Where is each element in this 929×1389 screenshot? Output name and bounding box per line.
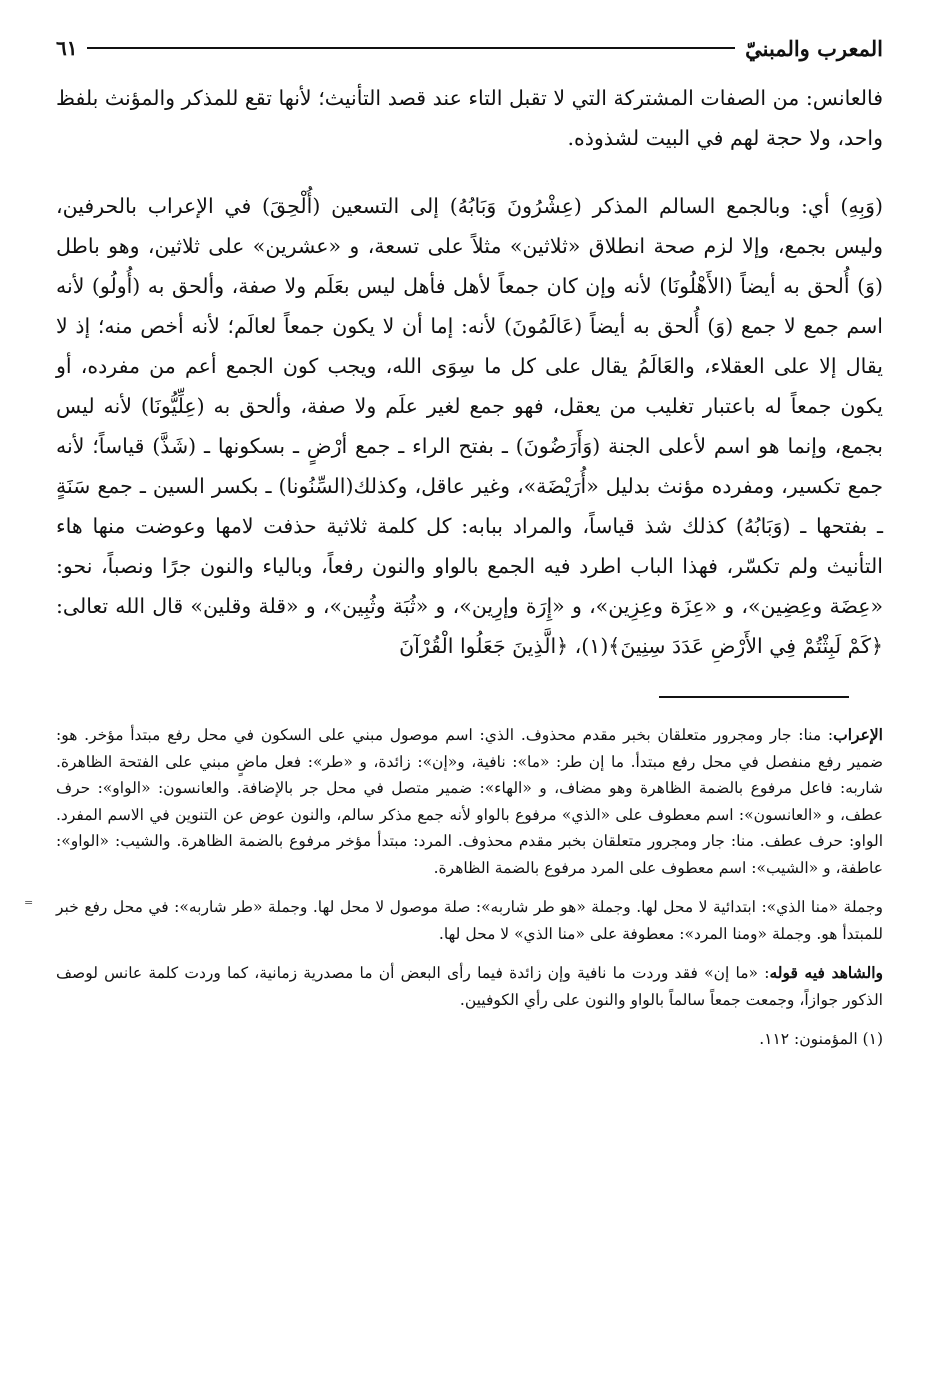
footnote-jumal: وجملة «منا الذي»: ابتدائية لا محل لها. وجملة «هو طر شاربه»: صلة موصول لا محل لها. وجملة «طر شاربه»: في محل رفع خبر للمبتدأ هو. وجملة «ومنا المرد»: معطوفة على «منا الذي» لا محل لها. bbox=[56, 898, 883, 943]
header-rule bbox=[87, 47, 735, 49]
main-text bbox=[56, 78, 883, 666]
footnote-reference: (١) المؤمنون: ١١٢. bbox=[759, 1030, 883, 1048]
footnote-i3rab bbox=[56, 722, 883, 881]
i3rab-text: : منا: جار ومجرور متعلقان بخبر مقدم محذوف. الذي: اسم موصول مبني على السكون في محل رفع مبتدأ مؤخر. هو: ضمير رفع منفصل في محل رفع مبتدأ. ما إن طر: «ما»: نافية، و«إن»: زائدة، و «طر»: فعل ماضٍ مبني على الفتحة الظاهرة. شاربه: فاعل مرفوع بالضمة الظاهرة وهو مضاف، و «الهاء»: ضمير متصل في محل جر بالإضافة. والعانسون: «الواو»: حرف عطف، و «العانسون»: اسم معطوف على «الذي» مرفوع بالواو لأنه جمع مذكر سالم، والنون عوض عن التنوين في الاسم المفرد. الواو: حرف عطف. منا: جار ومجرور متعلقان بخبر مقدم محذوف. المرد: مبتدأ مؤخر مرفوع بالضمة الظاهرة. والشيب: «الواو»: عاطفة، و «الشيب»: اسم معطوف على المرد مرفوع بالضمة الظاهرة. bbox=[56, 726, 883, 877]
i3rab-label: الإعراب bbox=[833, 725, 883, 744]
margin-mark: = bbox=[24, 896, 34, 909]
footnotes bbox=[56, 722, 883, 1053]
paragraph-2: (وَبِهِ) أي: وبالجمع السالم المذكر (عِشْرُونَ وَبَابُهُ) إلى التسعين (أُلْحِقَ) في الإعراب بالحرفين، وليس بجمع، وإلا لزم صحة انطلاق «ثلاثين» مثلاً على تسعة، و «عشرين» على ثلاثين، وهو باطل (وَ) أُلحق به أيضاً (الأَهْلُونَا) لأنه وإن كان جمعاً لأهل فأهل ليس بعَلَم ولا صفة، وألحق به (أُولُو) لأنه اسم جمع لا جمع (وَ) أُلحق به أيضاً (عَالَمُونَ) لأنه: إما أن لا يكون جمعاً لعالَم؛ لأنه أخص منه؛ إذ لا يقال إلا على العقلاء، والعَالَمُ يقال على كل ما سِوَى الله، ويجب كون الجمع أعم من مفرده، أو يكون جمعاً له باعتبار تغليب من يعقل، فهو جمع لغير علَم ولا صفة، وألحق به (عِلِّيُّونَا) لأنه ليس بجمع، وإنما هو اسم لأعلى الجنة (وَأَرَضُونَ) ـ بفتح الراء ـ جمع أرْضٍ ـ بسكونها ـ (شَذَّ) قياساً؛ لأنه جمع تكسير، ومفرده مؤنث بدليل «أُرَيْضَة»، وغير عاقل، وكذلك(السِّنُونا) ـ بكسر السين ـ جمع سَنَةٍ ـ بفتحها ـ (وَبَابُهُ) كذلك شذ قياساً، والمراد ببابه: كل كلمة ثلاثية حذفت لامها وعوضت منها هاء التأنيث ولم تكسّر، فهذا الباب اطرد فيه الجمع بالواو والنون رفعاً، وبالياء والنون جرًا ونصباً، نحو: «عِضَة وعِضِين»، و «عِزَة وعِزِين»، و «إِرَة وإرِين»، و «ثُبَة وثُبِين»، و «قلة وقلين» قال الله تعالى: ﴿كَمْ لَبِثْتُمْ فِي الأَرْضِ عَدَدَ سِنِينَ﴾(١)، ﴿الَّذِينَ جَعَلُوا الْقُرْآنَ bbox=[56, 194, 883, 658]
paragraph-1: فالعانس: من الصفات المشتركة التي لا تقبل التاء عند قصد التأنيث؛ لأنها تقع للمذكر والمؤنث بلفظ واحد، ولا حجة لهم في البيت لشذوذه. bbox=[56, 86, 883, 150]
shahid-text: : «ما إن» فقد وردت ما نافية وإن زائدة فيما رأى البعض أن ما مصدرية زمانية، كما وردت كلمة عانس لوصف الذكور جوازاً، وجمعت جمعاً سالماً بالواو والنون على رأي الكوفيين. bbox=[56, 964, 883, 1009]
footnote-divider bbox=[659, 696, 849, 698]
page-header bbox=[56, 28, 883, 68]
footnote-shahid bbox=[56, 960, 883, 1013]
page-number: ٦١ bbox=[56, 36, 78, 60]
shahid-label: والشاهد فيه قوله bbox=[769, 963, 883, 982]
chapter-title: المعرب والمبنيّ bbox=[745, 35, 883, 61]
